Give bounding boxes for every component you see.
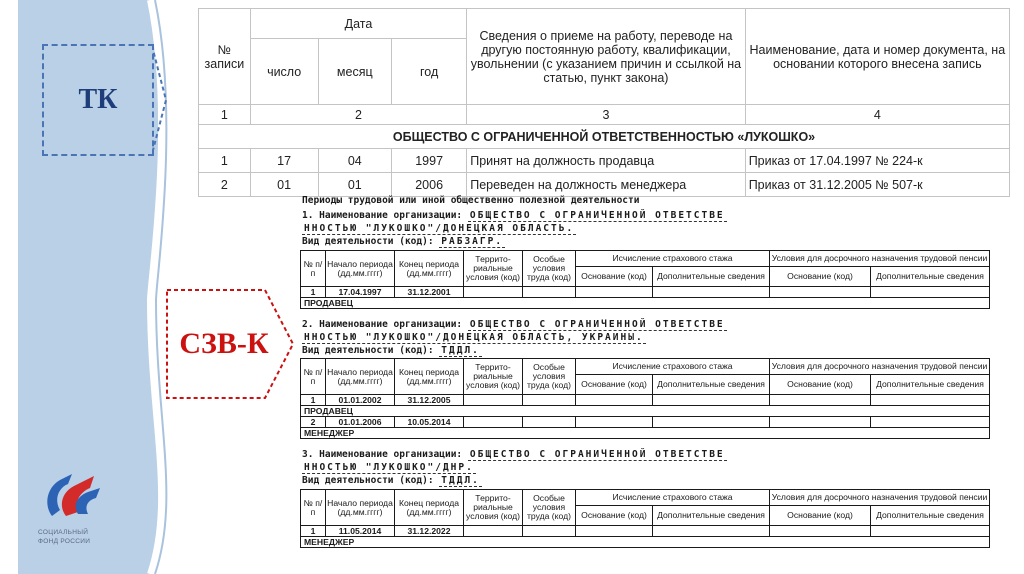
th-calc-basis: Основание (код)	[576, 506, 653, 526]
period-end: 31.12.2005	[395, 395, 464, 406]
th-start: Начало периода (дд.мм.гггг)	[326, 490, 395, 526]
th-calc: Исчисление страхового стажа	[576, 490, 770, 506]
record-document: Приказ от 17.04.1997 № 224-к	[745, 149, 1009, 173]
org-3-label: 3. Наименование организации:	[302, 449, 463, 460]
period-end: 31.12.2001	[395, 287, 464, 298]
table-row	[301, 526, 990, 537]
activity-3-value: ТДДЛ.	[441, 475, 480, 486]
org-3-value-a: ОБЩЕСТВО С ОГРАНИЧЕННОЙ ОТВЕТСТВЕ	[469, 449, 725, 460]
activity-3-line	[302, 475, 482, 486]
sfr-logo-text	[38, 528, 90, 546]
org-2-value-b: ННОСТЬЮ "ЛУКОШКО"/ДОНЕЦКАЯ ОБЛАСТЬ, УКРАИНЫ.	[304, 332, 644, 343]
column-number-1: 1	[199, 105, 251, 125]
th-special: Особые условия труда (код)	[523, 251, 576, 287]
header-month: месяц	[318, 39, 392, 105]
period-start: 01.01.2002	[326, 395, 395, 406]
th-end: Конец периода (дд.мм.гггг)	[395, 490, 464, 526]
record-month: 01	[318, 173, 392, 197]
org-1-line-a	[302, 210, 727, 221]
record-info: Переведен на должность менеджера	[467, 173, 745, 197]
period-start: 01.01.2006	[326, 417, 395, 428]
record-day: 17	[250, 149, 318, 173]
table-row	[301, 417, 990, 428]
activity-3-label: Вид деятельности (код):	[302, 475, 434, 486]
th-num: № п/п	[301, 359, 326, 395]
szv-k-scan	[296, 193, 994, 547]
activity-2-value: ТДДЛ.	[441, 345, 480, 356]
arrow-tip-icon	[152, 44, 168, 156]
header-year: год	[392, 39, 467, 105]
period-position: ПРОДАВЕЦ	[301, 298, 990, 309]
th-terr: Террито-риальные условия (код)	[464, 359, 523, 395]
record-year: 1997	[392, 149, 467, 173]
activity-1-label: Вид деятельности (код):	[302, 236, 434, 247]
th-early: Условия для досрочного назначения трудовой пенсии	[770, 359, 990, 375]
period-position: МЕНЕДЖЕР	[301, 428, 990, 439]
th-num: № п/п	[301, 490, 326, 526]
table-row	[301, 395, 990, 406]
period-position: МЕНЕДЖЕР	[301, 537, 990, 548]
szv-table-1	[300, 250, 990, 309]
th-early-extra: Дополнительные сведения	[871, 267, 990, 287]
th-calc: Исчисление страхового стажа	[576, 251, 770, 267]
record-month: 04	[318, 149, 392, 173]
th-early-extra: Дополнительные сведения	[871, 506, 990, 526]
activity-2-line	[302, 345, 482, 356]
logo-line-2: ФОНД РОССИИ	[38, 538, 91, 545]
period-end: 10.05.2014	[395, 417, 464, 428]
period-start: 11.05.2014	[326, 526, 395, 537]
period-num: 1	[301, 526, 326, 537]
th-early-basis: Основание (код)	[770, 375, 871, 395]
activity-1-value: РАБЗАГР.	[441, 236, 504, 247]
tk-label-box	[42, 44, 154, 156]
header-record-number: № записи	[199, 9, 251, 105]
th-terr: Террито-риальные условия (код)	[464, 490, 523, 526]
table-row	[301, 428, 990, 439]
record-number: 2	[199, 173, 251, 197]
th-early-basis: Основание (код)	[770, 267, 871, 287]
th-calc: Исчисление страхового стажа	[576, 359, 770, 375]
th-calc-basis: Основание (код)	[576, 267, 653, 287]
activity-2-label: Вид деятельности (код):	[302, 345, 434, 356]
period-num: 2	[301, 417, 326, 428]
record-year: 2006	[392, 173, 467, 197]
period-position: ПРОДАВЕЦ	[301, 406, 990, 417]
th-calc-extra: Дополнительные сведения	[653, 267, 770, 287]
th-special: Особые условия труда (код)	[523, 490, 576, 526]
header-date: Дата	[250, 9, 466, 39]
org-2-line-b	[302, 332, 646, 343]
header-document: Наименование, дата и номер документа, на основании которого внесена запись	[745, 9, 1009, 105]
szv-table-2	[300, 358, 990, 439]
header-day: число	[250, 39, 318, 105]
header-info: Сведения о приеме на работу, переводе на другую постоянную работу, квалификации, увольнении (с указанием причин и ссылкой на статью, пункт закона)	[467, 9, 745, 105]
szv-table-3	[300, 489, 990, 548]
th-early-extra: Дополнительные сведения	[871, 375, 990, 395]
org-1-value-b: ННОСТЬЮ "ЛУКОШКО"/ДОНЕЦКАЯ ОБЛАСТЬ.	[304, 223, 575, 234]
logo-line-1: СОЦИАЛЬНЫЙ	[38, 529, 89, 536]
table-row	[301, 298, 990, 309]
table-row	[301, 287, 990, 298]
org-3-value-b: ННОСТЬЮ "ЛУКОШКО"/ДНР.	[304, 462, 474, 473]
th-end: Конец периода (дд.мм.гггг)	[395, 359, 464, 395]
period-num: 1	[301, 395, 326, 406]
org-1-line-b	[302, 223, 576, 234]
org-3-line-a	[302, 449, 727, 460]
labor-book-table	[198, 8, 1010, 197]
record-document: Приказ от 31.12.2005 № 507-к	[745, 173, 1009, 197]
period-end: 31.12.2022	[395, 526, 464, 537]
column-number-3: 3	[467, 105, 745, 125]
th-terr: Террито-риальные условия (код)	[464, 251, 523, 287]
table-row	[301, 406, 990, 417]
period-num: 1	[301, 287, 326, 298]
th-early-basis: Основание (код)	[770, 506, 871, 526]
th-start: Начало периода (дд.мм.гггг)	[326, 251, 395, 287]
org-2-line-a	[302, 319, 727, 330]
org-1-value-a: ОБЩЕСТВО С ОГРАНИЧЕННОЙ ОТВЕТСТВЕ	[469, 210, 725, 221]
table-row	[301, 537, 990, 548]
tk-label: ТК	[78, 84, 118, 115]
szv-label: СЗВ-К	[179, 327, 269, 360]
period-start: 17.04.1997	[326, 287, 395, 298]
sfr-logo-icon	[38, 470, 108, 522]
th-early: Условия для досрочного назначения трудовой пенсии	[770, 251, 990, 267]
organization-name: ОБЩЕСТВО С ОГРАНИЧЕННОЙ ОТВЕТСТВЕННОСТЬЮ «ЛУКОШКО»	[199, 125, 1010, 149]
th-calc-basis: Основание (код)	[576, 375, 653, 395]
org-2-value-a: ОБЩЕСТВО С ОГРАНИЧЕННОЙ ОТВЕТСТВЕ	[469, 319, 725, 330]
scan-heading: Периоды трудовой или иной общественно полезной деятельности	[302, 195, 640, 206]
record-day: 01	[250, 173, 318, 197]
th-calc-extra: Дополнительные сведения	[653, 375, 770, 395]
th-special: Особые условия труда (код)	[523, 359, 576, 395]
column-number-4: 4	[745, 105, 1009, 125]
table-row	[199, 149, 1010, 173]
record-info: Принят на должность продавца	[467, 149, 745, 173]
org-2-label: 2. Наименование организации:	[302, 319, 463, 330]
th-end: Конец периода (дд.мм.гггг)	[395, 251, 464, 287]
record-number: 1	[199, 149, 251, 173]
th-num: № п/п	[301, 251, 326, 287]
th-start: Начало периода (дд.мм.гггг)	[326, 359, 395, 395]
activity-1-line	[302, 236, 505, 247]
org-3-line-b	[302, 462, 476, 473]
column-number-2: 2	[250, 105, 466, 125]
th-early: Условия для досрочного назначения трудовой пенсии	[770, 490, 990, 506]
szv-label-box	[165, 288, 293, 400]
org-1-label: 1. Наименование организации:	[302, 210, 463, 221]
th-calc-extra: Дополнительные сведения	[653, 506, 770, 526]
